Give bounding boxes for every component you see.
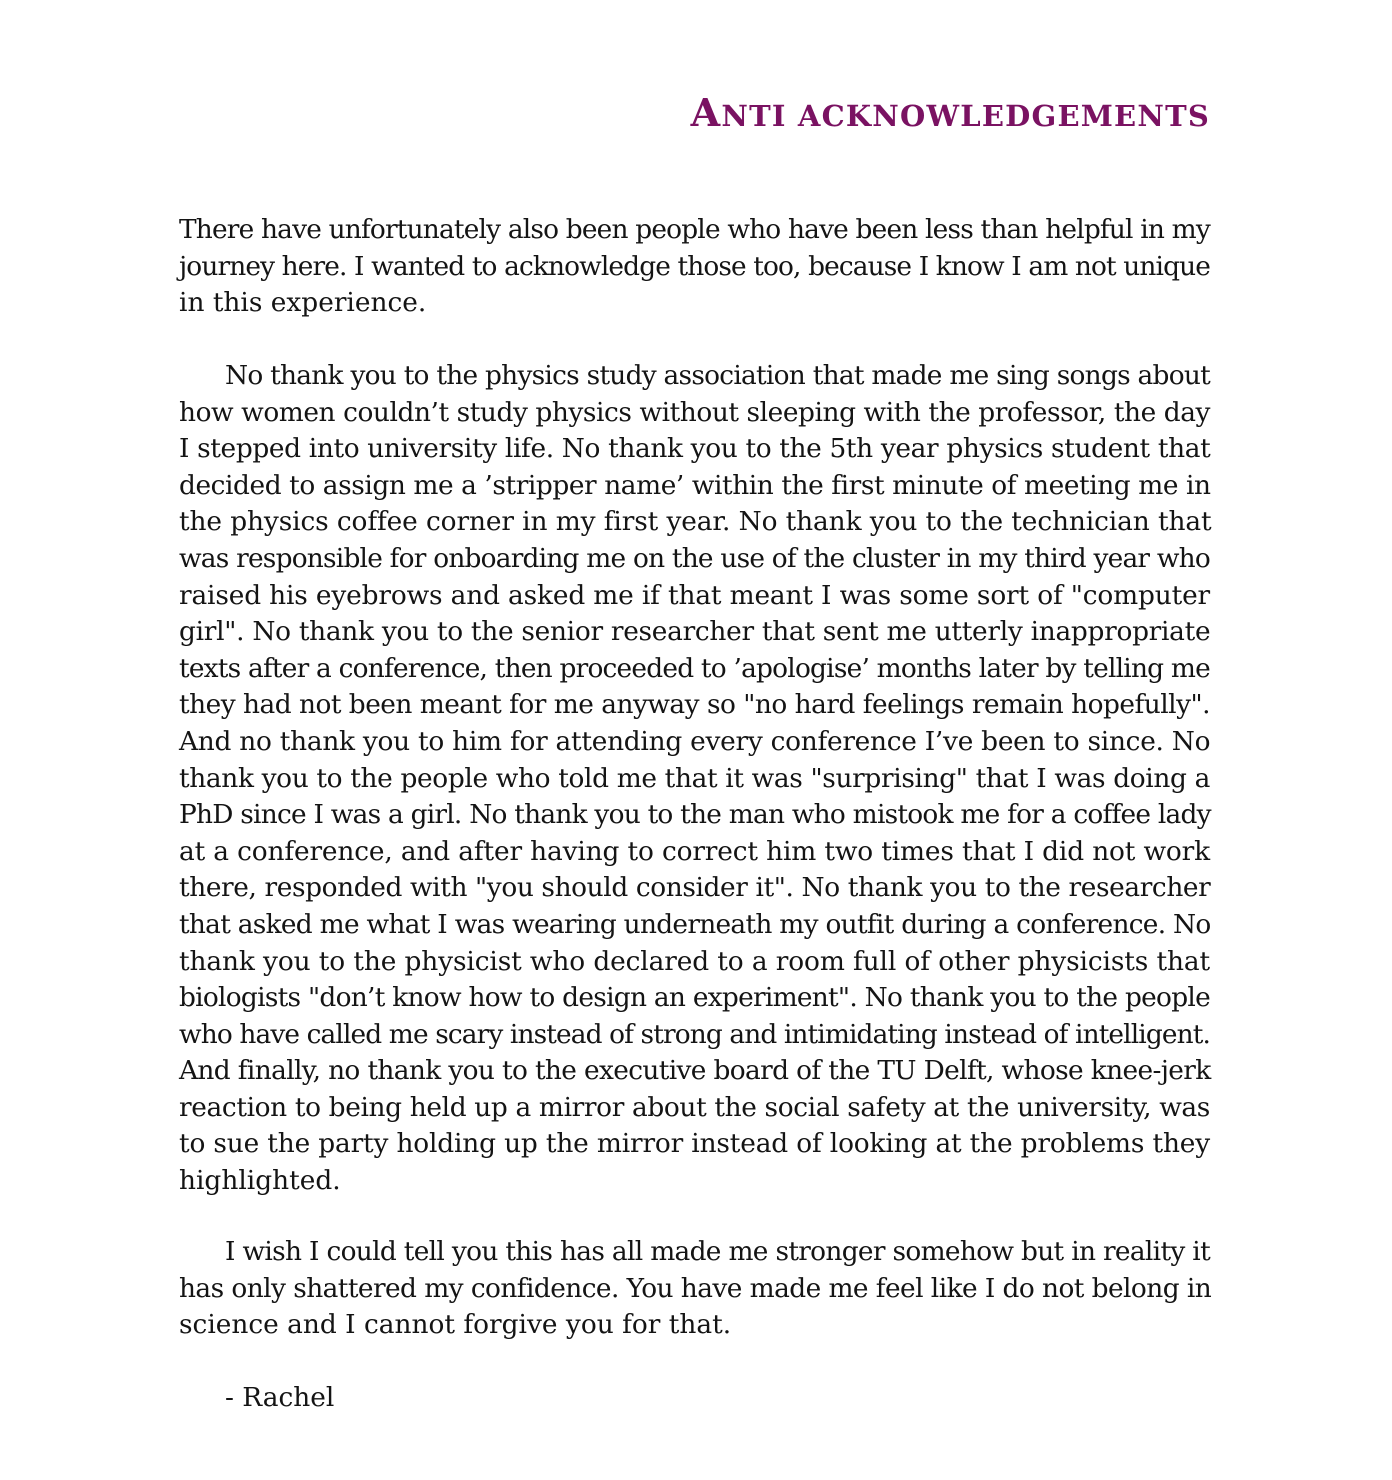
text-line: texts after a conference, then proceeded to ’apologise’ months later by telling me <box>179 652 1210 684</box>
signature-block <box>179 1380 1210 1417</box>
text-line: reaction to being held up a mirror about the social safety at the university, was <box>179 1091 1210 1123</box>
text-line: raised his eyebrows and asked me if that meant I was some sort of "computer <box>179 579 1210 611</box>
text-line: there, responded with "you should consider it". No thank you to the researcher <box>179 872 1211 904</box>
text-line: in this experience. <box>179 287 427 319</box>
text-line: that asked me what I was wearing underneath my outfit during a conference. No <box>179 908 1211 940</box>
title-second-word: ACKNOWLEDGEMENTS <box>786 99 1210 133</box>
text-line: biologists "don’t know how to design an experiment". No thank you to the people <box>179 982 1210 1014</box>
text-line: highlighted. <box>179 1165 341 1197</box>
signature: - Rachel <box>225 1382 335 1413</box>
text-line: I stepped into university life. No thank you to the 5th year physics student that <box>179 433 1211 465</box>
text-line: I wish I could tell you this has all made me stronger somehow but in reality it <box>225 1236 1210 1267</box>
text-line: to sue the party holding up the mirror instead of looking at the problems they <box>179 1128 1210 1160</box>
text-line: who have called me scary instead of strong and intimidating instead of intelligent. <box>179 1018 1210 1050</box>
closing-paragraph <box>179 1234 1210 1344</box>
text-line: at a conference, and after having to correct him two times that I did not work <box>179 835 1211 867</box>
text-line: decided to assign me a ’stripper name’ within the first minute of meeting me in <box>179 469 1211 501</box>
text-line: how women couldn’t study physics without sleeping with the professor, the day <box>179 396 1210 428</box>
text-line: they had not been meant for me anyway so "no hard feelings remain hopefully". <box>179 689 1211 721</box>
text-line: No thank you to the physics study association that made me sing songs about <box>225 360 1210 391</box>
text-line: And no thank you to him for attending every conference I’ve been to since. No <box>179 725 1211 757</box>
intro-paragraph <box>179 212 1210 322</box>
text-line: the physics coffee corner in my first year. No thank you to the technician that <box>179 506 1212 538</box>
text-line: was responsible for onboarding me on the use of the cluster in my third year who <box>179 542 1210 574</box>
text-line: has only shattered my confidence. You have made me feel like I do not belong in <box>179 1272 1212 1304</box>
page-title <box>691 90 1210 135</box>
text-line: girl". No thank you to the senior researcher that sent me utterly inappropriate <box>179 616 1211 648</box>
text-line: science and I cannot forgive you for that. <box>179 1309 732 1341</box>
title-initial: A <box>690 90 722 135</box>
text-line: thank you to the physicist who declared to a room full of other physicists that <box>179 945 1210 977</box>
text-line: And finally, no thank you to the executive board of the TU Delft, whose knee-jerk <box>179 1055 1211 1087</box>
text-line: journey here. I wanted to acknowledge those too, because I know I am not unique <box>179 250 1210 282</box>
no-thank-you-paragraph <box>179 358 1210 1200</box>
title-first-word-rest: NTI <box>721 99 787 133</box>
text-line: PhD since I was a girl. No thank you to the man who mistook me for a coffee lady <box>179 799 1211 831</box>
text-line: thank you to the people who told me that it was "surprising" that I was doing a <box>179 762 1210 794</box>
text-line: There have unfortunately also been people who have been less than helpful in my <box>179 214 1210 245</box>
